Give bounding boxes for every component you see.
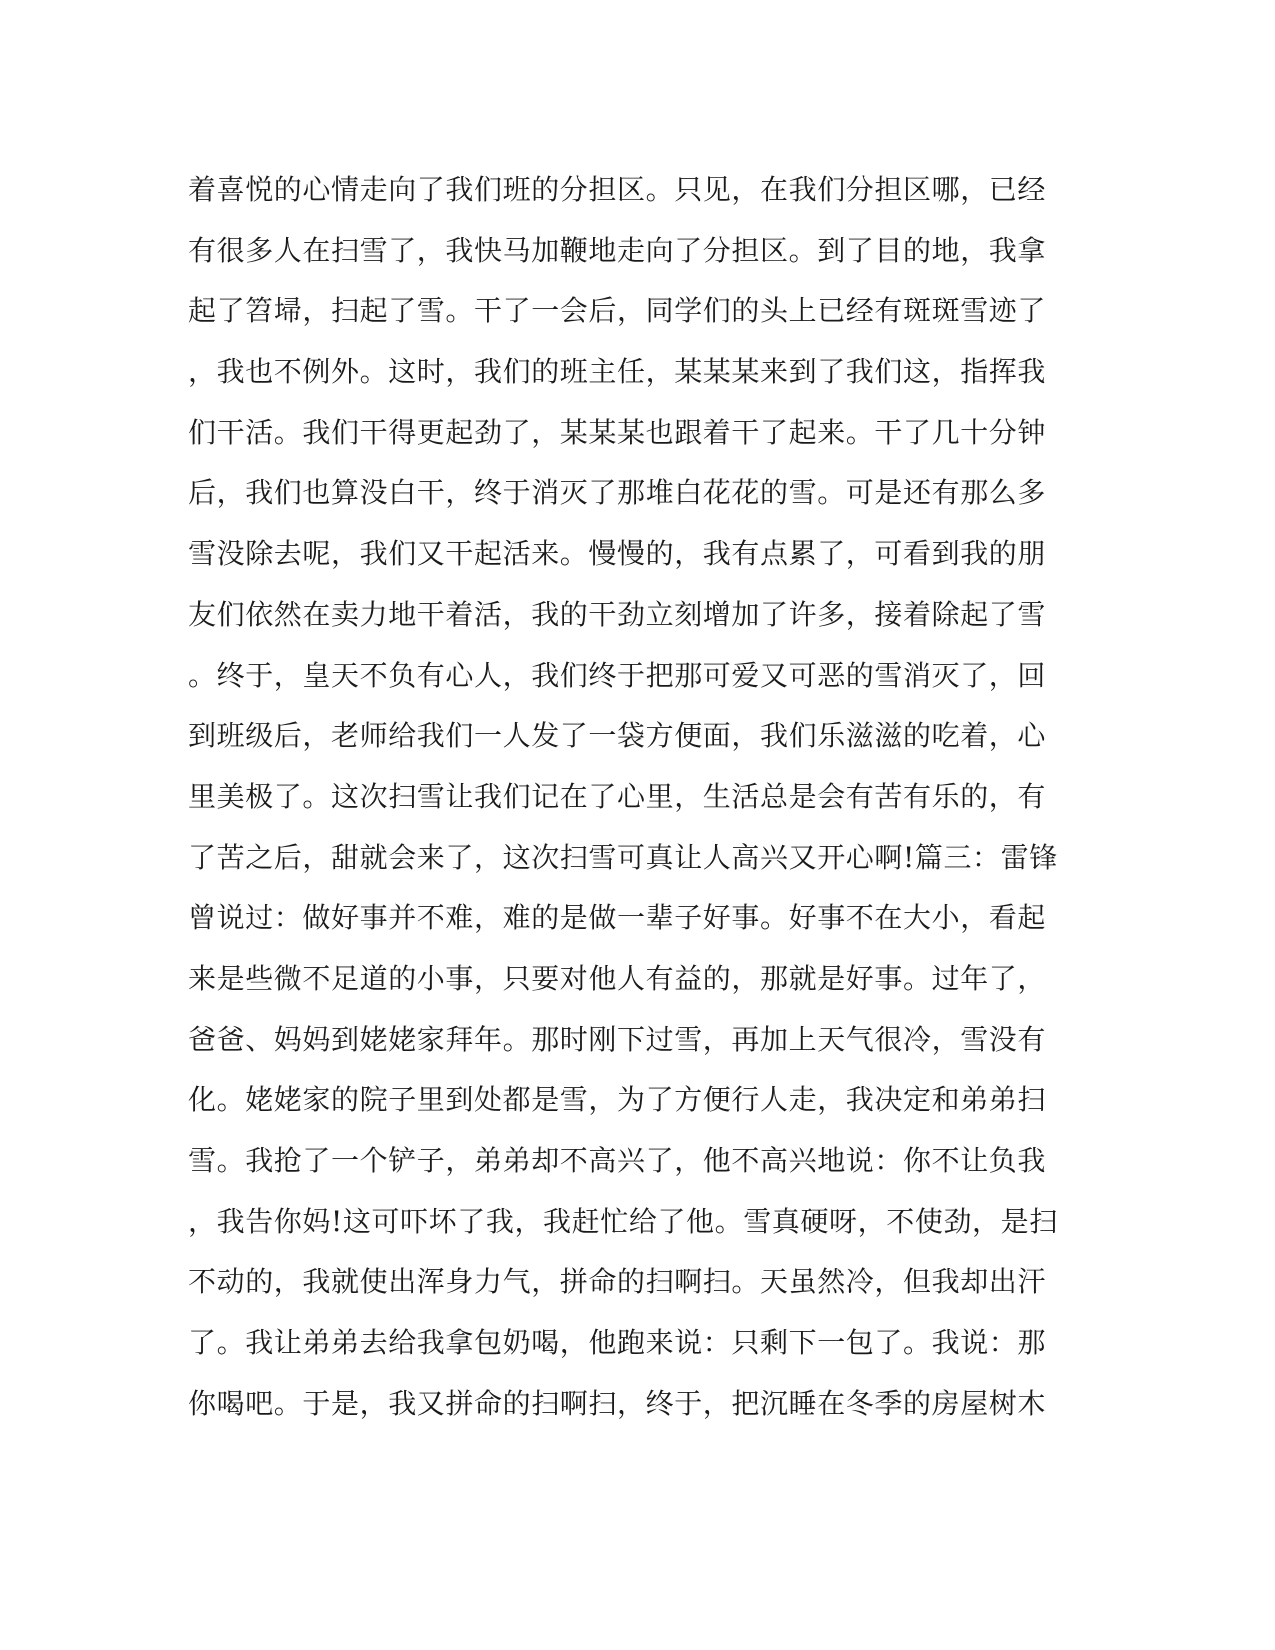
text-line: 友们依然在卖力地干着活，我的干劲立刻增加了许多，接着除起了雪 <box>188 597 1047 631</box>
text-line: 你喝吧。于是，我又拼命的扫啊扫，终于，把沉睡在冬季的房屋树木 <box>188 1386 1047 1420</box>
text-line: 曾说过：做好事并不难，难的是做一辈子好事。好事不在大小，看起 <box>188 901 1047 935</box>
text-line: 来是些微不足道的小事，只要对他人有益的，那就是好事。过年了， <box>188 961 1047 995</box>
text-line: 们干活。我们干得更起劲了，某某某也跟着干了起来。干了几十分钟 <box>188 415 1047 449</box>
text-line: 了。我让弟弟去给我拿包奶喝，他跑来说：只剩下一包了。我说：那 <box>188 1326 1047 1360</box>
body-text <box>188 160 1068 1434</box>
text-line: ，我也不例外。这时，我们的班主任，某某某来到了我们这，指挥我 <box>188 355 1047 389</box>
text-line: 。终于，皇天不负有心人，我们终于把那可爱又可恶的雪消灭了，回 <box>188 658 1047 692</box>
text-line: 起了笤埽，扫起了雪。干了一会后，同学们的头上已经有斑斑雪迹了 <box>188 294 1047 328</box>
text-line: 雪。我抢了一个铲子，弟弟却不高兴了，他不高兴地说：你不让负我 <box>188 1144 1047 1177</box>
text-line: 着喜悦的心情走向了我们班的分担区。只见，在我们分担区哪，已经 <box>188 173 1047 206</box>
text-line: 里美极了。这次扫雪让我们记在了心里，生活总是会有苦有乐的，有 <box>188 779 1047 813</box>
text-line: 雪没除去呢，我们又干起活来。慢慢的，我有点累了，可看到我的朋 <box>188 537 1047 571</box>
text-line: 到班级后，老师给我们一人发了一袋方便面，我们乐滋滋的吃着，心 <box>188 719 1047 753</box>
text-line: 了苦之后，甜就会来了，这次扫雪可真让人高兴又开心啊!篇三：雷锋 <box>188 840 1058 874</box>
text-line: ，我告你妈!这可吓坏了我，我赶忙给了他。雪真硬呀，不使劲，是扫 <box>188 1204 1058 1238</box>
text-line: 化。姥姥家的院子里到处都是雪，为了方便行人走，我决定和弟弟扫 <box>188 1083 1047 1117</box>
text-line: 有很多人在扫雪了，我快马加鞭地走向了分担区。到了目的地，我拿 <box>188 233 1047 267</box>
text-line: 后，我们也算没白干，终于消灭了那堆白花花的雪。可是还有那么多 <box>188 476 1047 510</box>
text-line: 爸爸、妈妈到姥姥家拜年。那时刚下过雪，再加上天气很冷，雪没有 <box>188 1022 1047 1056</box>
text-line: 不动的，我就使出浑身力气，拼命的扫啊扫。天虽然冷，但我却出汗 <box>188 1265 1047 1299</box>
